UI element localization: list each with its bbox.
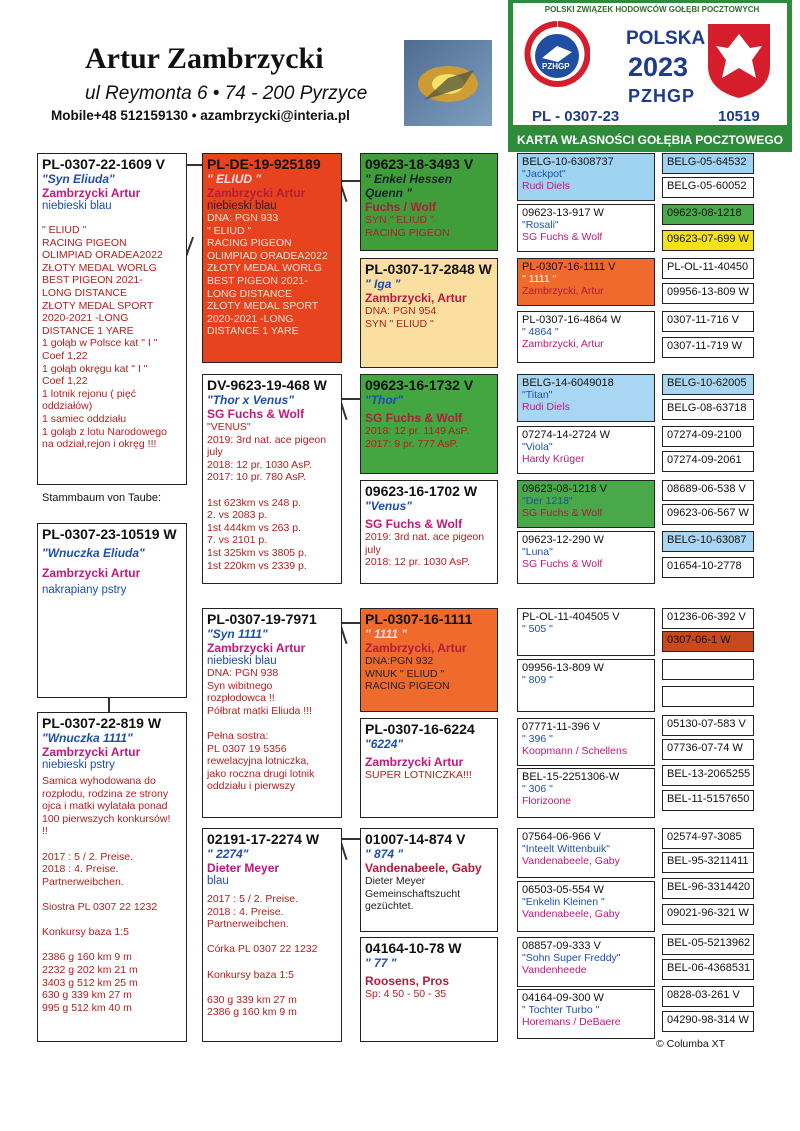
card-country: POLSKA [626, 28, 706, 49]
gen5-name: "Enkelin Kleinen " [522, 896, 605, 908]
gen5-owner: Vandenabeele, Gaby [522, 855, 620, 867]
gen3-color: blau [207, 875, 229, 887]
gen5-card[interactable] [517, 768, 655, 818]
gen5-card[interactable] [517, 989, 655, 1039]
dam-color: niebieski pstry [42, 759, 115, 771]
sire-name: "Syn Eliuda" [42, 172, 115, 186]
sire-color: niebieski blau [42, 200, 112, 212]
gen6-box[interactable]: BEL-13-2065255 [662, 765, 754, 786]
gen4-owner: SG Fuchs & Wolf [365, 411, 463, 425]
subject-color: nakrapiany pstry [42, 584, 127, 596]
gen6-box[interactable]: BELG-10-63087 [662, 531, 754, 552]
gen3-ring: PL-0307-19-7971 [207, 611, 317, 627]
gen4-ring: 09623-18-3493 V [365, 156, 474, 172]
ownership-card [508, 0, 792, 152]
card-year: 2023 [628, 52, 689, 82]
breeder-name: Artur Zambrzycki [85, 42, 324, 75]
gen4-notes: Dieter Meyer Gemeinschaftszucht gezüchtet. [365, 875, 461, 913]
gen5-owner: SG Fuchs & Wolf [522, 558, 603, 570]
gen4-notes: Sp: 4 50 - 50 - 35 [365, 988, 447, 1000]
gen6-box[interactable]: BEL-05-5213962 [662, 934, 754, 955]
gen5-name: " Tochter Turbo " [522, 1004, 600, 1016]
gen4-ring: PL-0307-16-1111 [365, 611, 473, 627]
gen5-owner: Zambrzycki, Artur [522, 285, 604, 297]
gen6-box[interactable]: 07274-09-2061 [662, 451, 754, 472]
gen5-name: " 1111 " [522, 273, 557, 285]
gen6-box[interactable]: 09623-06-567 W [662, 504, 754, 525]
gen6-box[interactable]: 05130-07-583 V [662, 715, 754, 736]
gen3-owner: Dieter Meyer [207, 861, 280, 875]
gen5-ring: 04164-09-300 W [522, 992, 604, 1004]
gen6-box[interactable]: BELG-10-62005 [662, 374, 754, 395]
gen3-color: niebieski blau [207, 655, 277, 667]
gen6-box[interactable]: 0307-11-716 V [662, 311, 754, 332]
gen3-name: " 2274" [207, 847, 249, 861]
gen6-box[interactable]: 04290-98-314 W [662, 1011, 754, 1032]
card-ring: PL - 0307-23 [532, 108, 620, 125]
gen5-ring: 09623-12-290 W [522, 534, 604, 546]
gen4-ring: PL-0307-16-6224 [365, 721, 475, 737]
gen5-card[interactable] [517, 718, 655, 766]
breeder-address: ul Reymonta 6 • 74 - 200 Pyrzyce [85, 83, 368, 104]
gen6-box[interactable]: 01654-10-2778 [662, 557, 754, 578]
gen4-notes: DNA: PGN 954 SYN " ELIUD " [365, 305, 437, 330]
gen6-box[interactable]: 09956-13-809 W [662, 283, 754, 304]
gen6-box[interactable]: 0307-11-719 W [662, 337, 754, 358]
gen6-box[interactable]: 09623-08-1218 [662, 204, 754, 225]
gen4-name: " 1111 " [365, 627, 408, 641]
gen4-card[interactable] [360, 374, 498, 474]
gen3-color: niebieski blau [207, 200, 277, 212]
gen5-name: "Titan" [522, 389, 553, 401]
gen3-owner: Zambrzycki Artur [207, 641, 306, 655]
sire-notes: " ELIUD " RACING PIGEON OLIMPIAD ORADEA2022 ZŁOTY MEDAL WORLG BEST PIGEON 2021- LONG DISTANCE ZŁOTY MEDAL SPORT 2020-2021 -LONG DISTANCE 1 YARE 1 gołąb w Polsce kat " I " Coef 1,22 1 gołąb okręgu kat " I " Coef 1,22 1 lotnik rejonu ( pięć oddziałów) 1 samiec oddziału 1 gołąb z lotu Narodowego na odział,rejon i okręg !!! [42, 224, 167, 451]
gen5-owner: Hardy Krüger [522, 453, 585, 465]
gen4-name: " 77 " [365, 956, 397, 970]
gen5-owner: Vandenheede [522, 964, 587, 976]
gen5-name: " 306 " [522, 783, 553, 795]
gen5-owner: Koopmann / Schellens [522, 745, 628, 757]
gen6-box[interactable]: 07274-09-2100 [662, 426, 754, 447]
gen5-card[interactable] [517, 659, 655, 712]
gen5-card[interactable] [517, 153, 655, 201]
gen3-name: "Thor x Venus" [207, 393, 294, 407]
gen4-ring: 09623-16-1702 W [365, 483, 478, 499]
gen4-notes: DNA:PGN 932 WNUK " ELIUD " RACING PIGEON [365, 655, 450, 693]
gen5-name: "Jackpot" [522, 168, 566, 180]
gen6-box[interactable]: 08689-06-538 V [662, 480, 754, 501]
gen5-card[interactable] [517, 608, 655, 656]
gen3-owner: SG Fuchs & Wolf [207, 407, 305, 421]
gen6-box[interactable]: BEL-95-3211411 [662, 852, 754, 873]
gen5-owner: Rudi Diels [522, 401, 570, 413]
gen6-box[interactable]: PL-OL-11-40450 [662, 258, 754, 279]
gen5-card[interactable] [517, 881, 655, 932]
gen4-card[interactable] [360, 153, 498, 251]
gen4-owner: Zambrzycki, Artur [365, 641, 467, 655]
gen5-name: "Viola" [522, 441, 553, 453]
gen6-box[interactable]: 02574-97-3085 [662, 828, 754, 849]
gen3-name: " ELIUD " [207, 172, 262, 186]
logo-text: PZHGP [542, 62, 570, 71]
gen4-notes: 2018: 12 pr. 1149 AsP. 2017: 9 pr. 777 AsP. [365, 425, 470, 450]
gen3-ring: DV-9623-19-468 W [207, 377, 327, 393]
gen3-name: "Syn 1111" [207, 627, 268, 641]
gen5-card[interactable] [517, 311, 655, 363]
gen5-ring: PL-0307-16-4864 W [522, 314, 622, 326]
pedigree-label: Stammbaum von Taube: [42, 492, 162, 504]
gen4-name: " Iga " [365, 277, 401, 291]
gen3-notes: DNA: PGN 933 " ELIUD " RACING PIGEON OLIMPIAD ORADEA2022 ZŁOTY MEDAL WORLG BEST PIGEON 2021- LONG DISTANCE ZŁOTY MEDAL SPORT 2020-2021 -LONG DISTANCE 1 YARE [207, 212, 328, 338]
subject-name: "Wnuczka Eliuda" [42, 546, 145, 560]
gen4-owner: Zambrzycki Artur [365, 755, 464, 769]
gen5-owner: SG Fuchs & Wolf [522, 507, 603, 519]
gen6-box[interactable]: 01236-06-392 V [662, 608, 754, 629]
subject-card[interactable] [37, 523, 187, 698]
gen4-name: "6224" [365, 737, 404, 751]
gen5-card[interactable] [517, 531, 655, 584]
dam-name: "Wnuczka 1111" [42, 731, 133, 745]
subject-owner: Zambrzycki Artur [42, 566, 141, 580]
gen5-ring: 08857-09-333 V [522, 940, 601, 952]
gen5-owner: Horemans / DeBaere [522, 1016, 621, 1028]
gen6-box[interactable]: BEL-96-3314420 [662, 878, 754, 899]
breeder-contact: Mobile+48 512159130 • azambrzycki@interia.pl [51, 108, 350, 123]
gen4-name: "Thor" [365, 393, 404, 407]
gen4-owner: Fuchs / Wolf [365, 200, 437, 214]
gen5-ring: 07564-06-966 V [522, 831, 601, 843]
gen4-name: " 874 " [365, 847, 404, 861]
gen4-owner: Zambrzycki, Artur [365, 291, 467, 305]
gen5-ring: BELG-10-6308737 [522, 156, 614, 168]
gen4-ring: 04164-10-78 W [365, 940, 462, 956]
gen6-box[interactable]: 0307-06-1 W [662, 631, 754, 652]
gen3-card[interactable] [202, 828, 342, 1042]
pzhgp-logo-icon [524, 20, 590, 90]
gen5-ring: BEL-15-2251306-W [522, 771, 620, 783]
gen5-owner: Zambrzycki, Artur [522, 338, 604, 350]
gen5-name: "Inteelt Wittenbuik" [522, 843, 610, 855]
sire-card[interactable] [37, 153, 187, 485]
gen4-card[interactable] [360, 480, 498, 584]
gen5-name: "Der 1218" [522, 495, 573, 507]
gen5-card[interactable] [517, 937, 655, 987]
gen6-box[interactable]: 09021-96-321 W [662, 904, 754, 925]
card-number: 10519 [718, 108, 760, 125]
gen5-name: " 809 " [522, 674, 553, 686]
pigeon-photo [404, 40, 492, 126]
gen3-ring: 02191-17-2274 W [207, 831, 320, 847]
gen3-card[interactable] [202, 153, 342, 363]
gen5-name: "Rosali" [522, 219, 559, 231]
gen5-ring: 09623-08-1218 V [522, 483, 608, 495]
gen6-box[interactable] [662, 659, 754, 680]
gen5-ring: PL-0307-16-1111 V [522, 261, 616, 273]
gen5-card[interactable] [517, 426, 655, 474]
sire-ring: PL-0307-22-1609 V [42, 156, 165, 172]
gen6-box[interactable]: BEL-06-4368531 [662, 959, 754, 980]
gen6-box[interactable]: 07736-07-74 W [662, 739, 754, 760]
card-org: POLSKI ZWIĄZEK HODOWCÓW GOŁĘBI POCZTOWYCH [544, 5, 760, 14]
gen4-notes: SUPER LOTNICZKA!!! [365, 769, 472, 781]
dam-notes: Samica wyhodowana do rozpłodu, rodzina ze strony ojca i matki wylatała ponad 100 pierwszych konkursów! !! 2017 : 5 / 2. Preise. 2018 : 4. Preise. Partnerweibchen. Siostra PL 0307 22 1232 Konkursy baza 1:5 2386 g 160 km 9 m 2232 g 202 km 21 m 3403 g 512 km 25 m 630 g 339 km 27 m 995 g 512 km 40 m [42, 775, 171, 1014]
gen5-ring: 06503-05-554 W [522, 884, 604, 896]
dam-card[interactable] [37, 712, 187, 1042]
gen4-owner: SG Fuchs & Wolf [365, 517, 463, 531]
subject-ring: PL-0307-23-10519 W [42, 526, 177, 542]
gen4-card[interactable] [360, 258, 498, 368]
gen5-card[interactable] [517, 204, 655, 252]
gen4-name: "Venus" [365, 499, 412, 513]
gen5-ring: 07771-11-396 V [522, 721, 601, 733]
gen4-card[interactable] [360, 718, 498, 818]
gen4-name: " Enkel Hessen Quenn " [365, 172, 453, 200]
gen3-ring: PL-DE-19-925189 [207, 156, 321, 172]
gen5-ring: 09623-13-917 W [522, 207, 604, 219]
gen5-ring: PL-OL-11-404505 V [522, 611, 620, 623]
pigeon-image [404, 40, 492, 126]
dam-owner: Zambrzycki Artur [42, 745, 141, 759]
gen5-card[interactable] [517, 374, 655, 422]
gen3-card[interactable] [202, 608, 342, 818]
gen4-owner: Vandenabeele, Gaby [365, 861, 482, 875]
gen6-box[interactable] [662, 686, 754, 707]
gen5-card[interactable] [517, 258, 655, 306]
card-abbr: PZHGP [628, 86, 696, 106]
gen4-owner: Roosens, Pros [365, 974, 450, 988]
gen6-box[interactable]: 09623-07-699 W [662, 230, 754, 251]
gen6-box[interactable]: BELG-08-63718 [662, 399, 754, 420]
gen3-notes: 2017 : 5 / 2. Preise. 2018 : 4. Preise. Partnerweibchen. Córka PL 0307 22 1232 Konkursy baza 1:5 630 g 339 km 27 m 2386 g 160 km 9 m [207, 893, 318, 1019]
gen6-box[interactable]: 0828-03-261 V [662, 986, 754, 1007]
copyright: © Columba XT [656, 1038, 726, 1050]
gen5-ring: 09956-13-809 W [522, 662, 604, 674]
gen4-card[interactable] [360, 828, 498, 932]
gen5-card[interactable] [517, 828, 655, 878]
gen4-ring: 01007-14-874 V [365, 831, 466, 847]
gen5-owner: Vandenabeele, Gaby [522, 908, 620, 920]
gen5-name: " 4864 " [522, 326, 559, 338]
sire-owner: Zambrzycki Artur [42, 186, 141, 200]
card-caption: KARTA WŁASNOŚCI GOŁĘBIA POCZTOWEGO [517, 133, 783, 147]
gen4-ring: PL-0307-17-2848 W [365, 261, 492, 277]
dam-ring: PL-0307-22-819 W [42, 715, 162, 731]
gen5-name: " 396 " [522, 733, 553, 745]
gen5-name: " 505 " [522, 623, 553, 635]
gen6-box[interactable]: BEL-11-5157650 [662, 790, 754, 811]
gen4-notes: 2019: 3rd nat. ace pigeon july 2018: 12 pr. 1030 AsP. [365, 531, 485, 569]
gen3-card[interactable] [202, 374, 342, 584]
gen3-notes: DNA: PGN 938 Syn wibitnego rozpłodowca !! Półbrat matki Eliuda !!! Pełna sostra: PL 0307 19 5356 rewelacyjna lotniczka, jako roczna drugi lotnik oddziału i pierwszy [207, 667, 315, 793]
gen5-ring: BELG-14-6049018 [522, 377, 614, 389]
gen4-ring: 09623-16-1732 V [365, 377, 474, 393]
gen5-name: "Sohn Super Freddy" [522, 952, 621, 964]
gen5-owner: SG Fuchs & Wolf [522, 231, 603, 243]
gen5-card[interactable] [517, 480, 655, 528]
gen4-notes: SYN " ELIUD " RACING PIGEON [365, 214, 450, 239]
gen5-owner: Florizoone [522, 795, 572, 807]
gen6-box[interactable]: BELG-05-60052 [662, 177, 754, 198]
gen5-ring: 07274-14-2724 W [522, 429, 611, 441]
gen4-card[interactable] [360, 608, 498, 712]
gen6-box[interactable]: BELG-05-64532 [662, 153, 754, 174]
gen4-card[interactable] [360, 937, 498, 1042]
gen3-owner: Zambrzycki Artur [207, 186, 306, 200]
gen3-notes: "VENUS" 2019: 3rd nat. ace pigeon july 2018: 12 pr. 1030 AsP. 2017: 10 pr. 780 AsP. 1st 623km vs 248 p. 2. vs 2083 p. 1st 444km vs 263 p. 7. vs 2101 p. 1st 325km vs 3805 p. 1st 220km vs 2339 p. [207, 421, 327, 572]
gen5-owner: Rudi Diels [522, 180, 570, 192]
gen5-name: "Luna" [522, 546, 553, 558]
eagle-emblem-icon [704, 20, 774, 100]
